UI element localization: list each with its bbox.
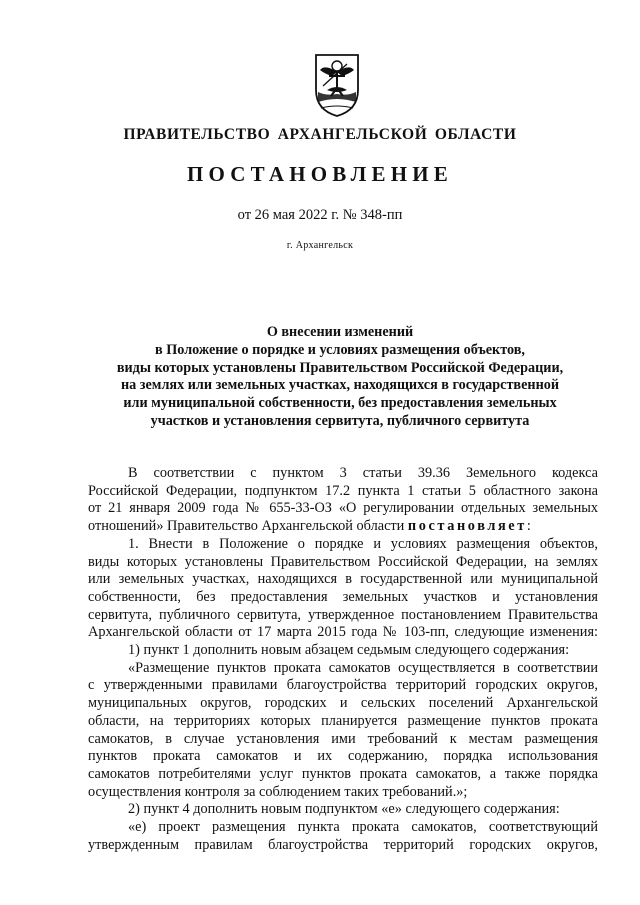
body-line: пунктов проката самокатов и их содержанию, порядка использования	[88, 748, 598, 765]
body-line: с утвержденными правилами благоустройства территорий городских округов,	[88, 677, 598, 694]
title-line: на землях или земельных участках, находящихся в государственной	[120, 377, 560, 394]
document-city: г. Архангельск	[286, 240, 354, 251]
body-line: «Размещение пунктов проката самокатов осуществляется в соответствии	[128, 659, 598, 676]
body-line	[88, 518, 598, 536]
coat-of-arms-icon	[313, 52, 361, 118]
title-line: в Положение о порядке и условиях размещения объектов,	[155, 341, 525, 358]
body-line: осуществления контроля за соблюдением таких требований.»;	[88, 783, 468, 800]
body-line: сервитута, публичного сервитута, утвержденное постановлением Правительства	[88, 606, 598, 623]
body-line: Российской Федерации, подпунктом 17.2 пункта 1 статьи 5 областного закона	[88, 482, 598, 499]
body-line: 1. Внести в Положение о порядке и условиях размещения объектов,	[128, 535, 598, 552]
document-type: ПОСТАНОВЛЕНИЕ	[186, 162, 454, 186]
title-line: виды которых установлены Правительством Российской Федерации,	[116, 359, 564, 376]
body-line: 2) пункт 4 дополнить новым подпунктом «е» следующего содержания:	[128, 801, 560, 818]
body-line: 1) пункт 1 дополнить новым абзацем седьмым следующего содержания:	[128, 642, 570, 659]
body-line: самокатов потребителями услуг пунктов проката самокатов, а также порядка	[88, 765, 598, 782]
body-line: муниципальных округов, городских и сельских поселений Архангельской	[88, 695, 598, 712]
document-body	[88, 465, 598, 854]
title-line: О внесении изменений	[266, 324, 414, 340]
body-line: от 21 января 2009 года № 655-33-ОЗ «О регулировании отдельных земельных	[88, 500, 598, 517]
body-line: или земельных участках, находящихся в государственной или муниципальной	[88, 571, 598, 588]
title-line: участков и установления сервитута, публичного сервитута	[150, 412, 530, 429]
body-text: отношений» Правительство Архангельской области	[88, 518, 408, 535]
body-line: собственности, без предоставления земельных участков и установления	[88, 588, 598, 605]
body-line: утвержденным правилам благоустройства территорий городских округов,	[88, 836, 598, 853]
body-line: области, на территориях которых планируется размещение пунктов проката	[88, 712, 598, 729]
body-line: Архангельской области от 17 марта 2015 года № 103-пп, следующие изменения:	[88, 624, 598, 641]
body-line: самокатов, в случае установления ими требований к местам размещения	[88, 730, 598, 747]
document-title	[80, 324, 600, 431]
body-line: «е) проект размещения пункта проката самокатов, соответствующий	[128, 819, 598, 836]
decree-keyword: постановляет	[407, 518, 527, 535]
body-text: :	[526, 518, 531, 535]
title-line: или муниципальной собственности, без предоставления земельных	[123, 395, 557, 412]
body-line: виды которых установлены Правительством Российской Федерации, на землях	[88, 553, 598, 570]
body-line: В соответствии с пунктом 3 статьи 39.36 Земельного кодекса	[128, 465, 598, 481]
document-date: от 26 мая 2022 г. № 348-пп	[237, 207, 403, 223]
organization-name: ПРАВИТЕЛЬСТВО АРХАНГЕЛЬСКОЙ ОБЛАСТИ	[123, 126, 517, 143]
